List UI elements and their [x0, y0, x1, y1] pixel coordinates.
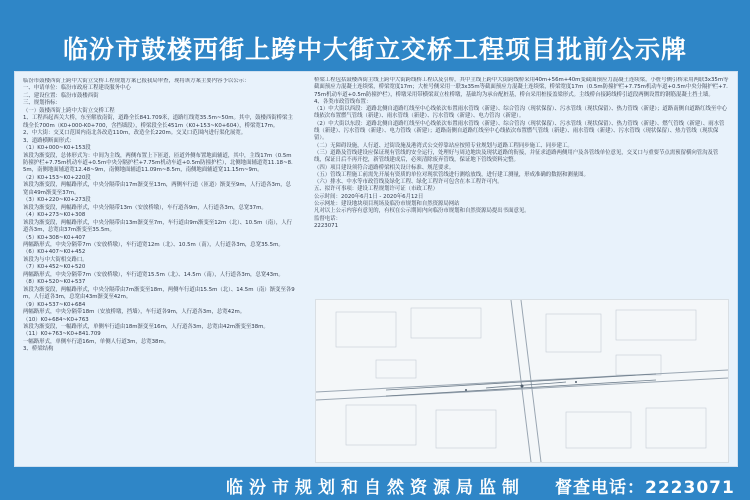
footer-org: 临汾市规划和自然资源局监制 [226, 478, 525, 498]
notice-paragraph: 4、各类市政管线布置： [314, 98, 372, 105]
notice-paragraph: 五、拟许可事项：建设工程规划许可证（市政工程） [314, 186, 438, 193]
notice-title: 临汾市鼓楼西街上跨中大街立交桥工程项目批前公示牌 [62, 35, 687, 64]
notice-paragraph: （五）管线工程施工前需先开展有资质的单位对现状管线进行测绘放线，进行建工测量，形成准确的数据和测量图。 [314, 171, 589, 178]
notice-paragraph: 该段为渐变段，两幅路形式，中央分隔带由7m渐变至18m，两侧车行道由15.5m（北）、14.5m（南）渐变至各9m，人行道各3m，总宽由43m渐变至42m。 [23, 286, 295, 301]
site-plan-drawing [316, 300, 728, 462]
notice-paragraph: （1）K0+000~K0+153段 [23, 145, 91, 152]
notice-paragraph: 临汾市鼓楼西街上跨中大街立交桥工程规划方案已报我局审查，现将该方案主要内容予以公示： [23, 78, 250, 84]
notice-paragraph: 两幅路形式，中央分隔带18m（安放桥墩，挡墙），车行道各9m，人行道各3m，总宽42m。 [23, 309, 246, 316]
notice-paragraph: （11）K0+763~K0+841.709 [23, 331, 101, 338]
notice-paragraph: 两幅路形式，中央分隔带7m（安放桥墩），车行道宽12m（北）、10.5m（南），人行道各3m，总宽35.5m。 [23, 241, 284, 248]
notice-paragraph: （2）K0+153~K0+220段 [23, 174, 91, 181]
notice-paragraph: 凡对以上公示内容有意见的，有权在公示期间内向临汾市规划和自然资源局提出书面意见。 [314, 208, 530, 215]
notice-paragraph: 该段为渐变段，总体形式为：中间为主线，两侧布置上下匝道，匝道外侧布置地面辅道，其中，主线17m（0.5m防撞护栏+7.75m机动车道+0.5m中央分隔护栏+7.75m机动车道+0.5m防撞护栏），北侧地面辅道宽11.18~8.5m，南侧地面辅道宽12.48~9m，南侧地面辅道11.09m~8.5m，南侧地面辅道宽11.15m~9m。 [23, 152, 293, 174]
notice-paragraph: 一、申请单位：临汾市政府工程建设服务中心 [23, 85, 131, 92]
notice-paragraph: 一幅路形式，单侧车行道16m，单侧人行道3m，总宽38m。 [23, 338, 170, 345]
notice-paragraph: （二）无障碍设施，人行道、过街设施及港湾式公交停靠站应按照专业规划与道路工程同步施工、同步建工。 [314, 142, 573, 149]
notice-paragraph: 3、道路横断面形式： [23, 137, 75, 144]
notice-paragraph: 二、建设位置：临汾市鼓楼西街 [23, 92, 99, 99]
notice-paragraph: （9）K0+537~K0+684 [23, 301, 86, 308]
notice-paragraph: 该段为渐变段，一幅路形式，单侧车行道由18m渐变至16m，人行道各3m，总宽由42m渐变至38m。 [23, 323, 269, 330]
notice-paragraph: （一）鼓楼西街上跨中大街立交桥工程 [23, 107, 115, 114]
site-plan-map [315, 299, 729, 463]
notice-paragraph: 该段为渐变段，两幅路形式，中央分隔带由13m渐变至7m，车行道由9m渐变至12m（北）、10.5m（南），人行道各3m，总宽由37m渐变至35.5m。 [23, 219, 293, 234]
notice-paragraph: （四）项目建设须符合道路桥梁相关设计标准、规范要求。 [314, 164, 455, 171]
notice-paragraph: 监督电话： [314, 215, 341, 222]
footer-bar [0, 468, 750, 500]
notice-paragraph: 1、工程西起西关大桥，东至解放南街，道路全长841.709米，道路红线宽35.5m~50m。其中，鼓楼西街桥梁主线全长700m（K0+000-K0+700，含挡墙段），桥梁段全长451m（K0+153~K0+604），桥梁宽17m。 [23, 115, 293, 129]
right-text-column [314, 77, 729, 305]
footer-phone: 督查电话：2223071 [555, 478, 735, 498]
notice-paragraph: 桥梁工程包括鼓楼西街主线上跨中大街跨线桥工程以及引桥，其中主线上跨中大街跨线桥采用40m+56m+40m变截面预应力混凝土连续梁，小桩号侧引桥采用两联3x35m等截面预应力混凝土连续梁，桥梁宽度17m；大桩号侧采用一联3x35m等截面预应力混凝土连续梁，桥梁宽度17m（0.5m防撞护栏+7.75m机动车道+0.5m中央分隔护栏+7.75m机动车道+0.5m防撞护栏），桥墩采用带横梁双立柱桥墩，基础均为承台配桩基，桥台采用桩接盖梁形式。主线桥台接跨线桥引道段两侧设置的钢筋混凝土挡土墙。 [314, 77, 729, 98]
notice-paragraph: （10）K0+684~K0+763 [23, 316, 89, 323]
notice-paragraph: （三）道路及管线建设应保证现有管线的安全运行，处理好与周边地块及现状道路的衔接，并征求道路两侧用户及各管线单位意见，交叉口与重要节点需预留横向管沟及管线，保证日后不再开挖，新管线建成后，必须清除废弃管线，保证地下管线资料完整。 [314, 149, 719, 164]
notice-paragraph: （3）K0+220~K0+273段 [23, 197, 91, 204]
notice-paragraph: 该段为与中大街相交路口。 [23, 256, 88, 263]
notice-paragraph: （六）排水、中水等市政管线及绿化工程、绿化工程许可包含在本工程许可内。 [314, 179, 503, 186]
notice-paragraph: 公示网址：建设地块项目现场及临汾市规划和自然资源局网站 [314, 201, 460, 208]
notice-paragraph: 3、桥梁结构 [23, 346, 54, 353]
notice-panel [14, 71, 738, 467]
notice-paragraph: 该段为渐变段，两幅路形式，中央分隔带由17m渐变至13m，两侧车行道（匝道）渐变至9m，人行道各3m，总宽由49m渐变至37m。 [23, 182, 291, 196]
notice-paragraph: （1）中大街以西段：道路北侧自道路红线至中心线依次布置雨水管线（新建）、综合管沟（现状保留）、污水管线（现状保留）、热力管线（新建）；道路南侧自道路红线至中心线依次布置燃气管线（新建）、雨水管线（新建）、污水管线（新建）、电力管沟（新建）。 [314, 106, 728, 120]
notice-paragraph: 两幅路形式，中央分隔带7m（安放桥墩），车行道宽15.5m（北）、14.5m（南），人行道各3m，总宽43m。 [23, 271, 284, 278]
notice-paragraph: 该段为渐变段，两幅路形式，中央分隔带13m（安放桥墩），车行道各9m，人行道各3m，总宽37m。 [23, 204, 267, 211]
notice-paragraph: （2）中大街以东段：道路北侧自道路红线至中心线依次布置雨水管线（新建）、综合管沟（现状保留）、污水管线（现状保留）、热力管线（新建）、燃气管线（新建）、雨水管线（新建）、污水管线（新建）、电力管线（新建）；道路南侧自道路红线至中心线依次布置燃气管线（新建）、雨水管线（新建）、污水管线（现状保留）、热力管线（现状保留）。 [314, 120, 725, 142]
notice-paragraph: （8）K0+520~K0+537 [23, 279, 86, 286]
notice-paragraph: 三、规划指标： [23, 100, 61, 107]
notice-paragraph: （7）K0+452~K0+520 [23, 264, 86, 271]
notice-paragraph: 2、中大街：交叉口范围内南北各改造110m，改造全长220m。交叉口范围内进行渠化展宽。 [23, 130, 247, 137]
notice-paragraph: 2223071 [314, 222, 339, 229]
notice-paragraph: （5）K0+308~K0+407 [23, 234, 86, 241]
notice-paragraph: （6）K0+407~K0+452 [23, 249, 86, 256]
notice-paragraph: 公示时间：2020年6月1日 - 2020年6月12日 [314, 193, 424, 200]
notice-paragraph: （4）K0+273~K0+308 [23, 212, 86, 219]
left-text-column [23, 78, 295, 460]
